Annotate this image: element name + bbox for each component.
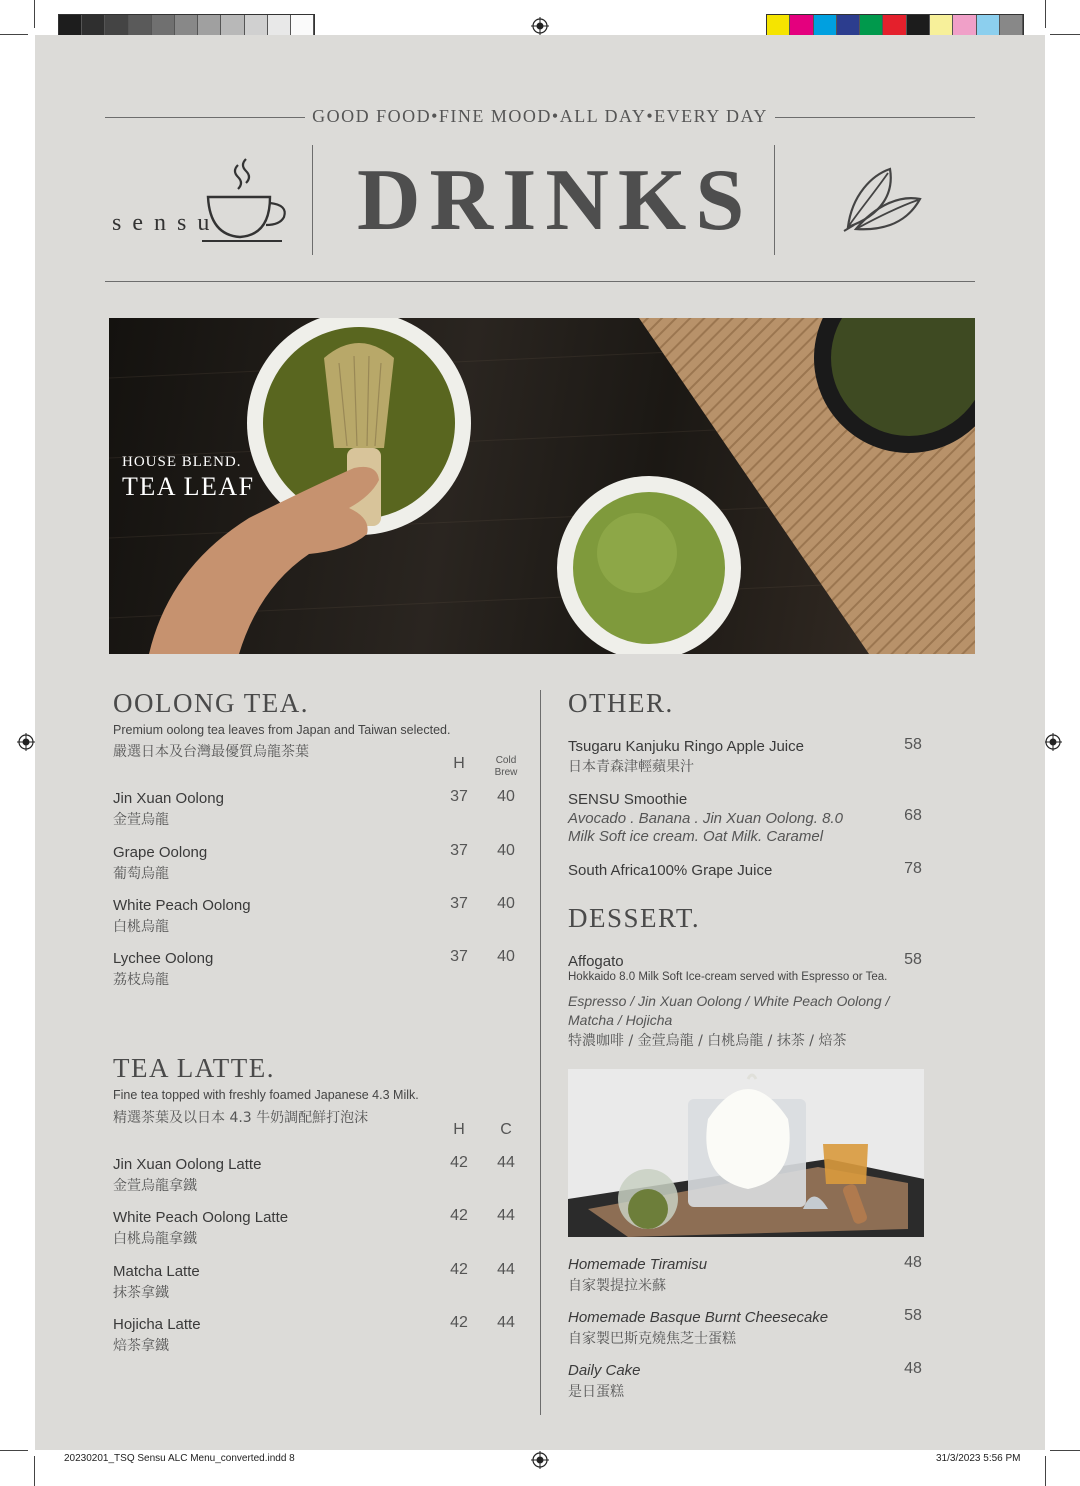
menu-item-name: Matcha Latte xyxy=(113,1263,200,1280)
menu-item-zh: 日本青森津輕蘋果汁 xyxy=(568,759,694,775)
menu-item-zh: 金萱烏龍拿鐵 xyxy=(113,1178,197,1194)
divider xyxy=(774,145,775,255)
menu-item-name: Hojicha Latte xyxy=(113,1316,201,1333)
price-cold: 40 xyxy=(497,842,515,859)
menu-item-name: South Africa100% Grape Juice xyxy=(568,862,773,879)
menu-item-name: Jin Xuan Oolong Latte xyxy=(113,1156,262,1173)
menu-item-name: Affogato xyxy=(568,953,624,970)
hero-kicker: HOUSE BLEND. xyxy=(122,454,242,470)
file-slug: 20230201_TSQ Sensu ALC Menu_converted.indd 8 xyxy=(64,1453,295,1464)
price: 58 xyxy=(904,1307,922,1324)
crop-mark xyxy=(1045,1456,1046,1486)
menu-item-zh: 焙茶拿鐵 xyxy=(113,1338,169,1354)
col-head-hot: H xyxy=(453,755,465,772)
menu-item-zh: 金萱烏龍 xyxy=(113,812,169,828)
menu-item-name: SENSU Smoothie xyxy=(568,791,688,808)
price: 48 xyxy=(904,1360,922,1377)
crop-mark xyxy=(0,1450,28,1451)
price-cold: 44 xyxy=(497,1261,515,1278)
divider xyxy=(312,145,313,255)
latte-desc-zh: 精選茶葉及以日本 4.3 牛奶調配鮮打泡沫 xyxy=(113,1110,369,1126)
crop-mark xyxy=(0,34,28,35)
price-cold: 40 xyxy=(497,948,515,965)
oolong-desc: Premium oolong tea leaves from Japan and Taiwan selected. xyxy=(113,723,451,737)
menu-item-desc: Avocado . Banana . Jin Xuan Oolong. 8.0 xyxy=(568,810,843,827)
price-hot: 37 xyxy=(450,788,468,805)
price-cold: 44 xyxy=(497,1154,515,1171)
latte-desc: Fine tea topped with freshly foamed Japanese 4.3 Milk. xyxy=(113,1088,419,1102)
price: 58 xyxy=(904,951,922,968)
menu-item-zh: 白桃烏龍拿鐵 xyxy=(113,1231,197,1247)
menu-item-zh: 白桃烏龍 xyxy=(113,919,169,935)
registration-mark-icon xyxy=(1044,733,1062,751)
affogato-photo xyxy=(568,1069,924,1237)
col-head-cold-brew: Cold Brew xyxy=(494,755,518,778)
menu-item-name: Daily Cake xyxy=(568,1362,641,1379)
section-title-latte: TEA LATTE. xyxy=(113,1053,275,1083)
col-head-hot: H xyxy=(453,1121,465,1138)
section-title-dessert: DESSERT. xyxy=(568,903,701,933)
price-hot: 42 xyxy=(450,1314,468,1331)
menu-item-name: Tsugaru Kanjuku Ringo Apple Juice xyxy=(568,738,804,755)
menu-item-name: Jin Xuan Oolong xyxy=(113,790,224,807)
menu-item-desc: Hokkaido 8.0 Milk Soft Ice-cream served with Espresso or Tea. xyxy=(568,971,888,983)
tea-leaf-icon xyxy=(842,165,924,235)
price: 78 xyxy=(904,860,922,877)
price-hot: 37 xyxy=(450,842,468,859)
divider xyxy=(105,281,975,282)
menu-item-name: Homemade Tiramisu xyxy=(568,1256,708,1273)
oolong-desc-zh: 嚴選日本及台灣最優質烏龍茶葉 xyxy=(113,744,309,760)
registration-mark-icon xyxy=(531,17,549,35)
registration-mark-icon xyxy=(17,733,35,751)
registration-mark-icon xyxy=(531,1451,549,1469)
price-cold: 40 xyxy=(497,788,515,805)
price-hot: 42 xyxy=(450,1261,468,1278)
menu-item-zh: 是日蛋糕 xyxy=(568,1384,624,1400)
tagline-row xyxy=(105,106,975,130)
menu-item-zh: 葡萄烏龍 xyxy=(113,866,169,882)
price: 58 xyxy=(904,736,922,753)
menu-item-name: Grape Oolong xyxy=(113,844,208,861)
menu-item-name: White Peach Oolong Latte xyxy=(113,1209,289,1226)
crop-mark xyxy=(1050,34,1080,35)
menu-item-zh: 自家製提拉米蘇 xyxy=(568,1278,666,1294)
price: 68 xyxy=(904,807,922,824)
hero-image xyxy=(109,318,975,654)
price-hot: 37 xyxy=(450,895,468,912)
price-cold: 40 xyxy=(497,895,515,912)
section-title-oolong: OOLONG TEA. xyxy=(113,688,309,718)
menu-item-options-zh: 特濃咖啡 / 金萱烏龍 / 白桃烏龍 / 抹茶 / 焙茶 xyxy=(568,1033,847,1049)
col-head-cold: C xyxy=(500,1121,512,1138)
menu-item-desc: Milk Soft ice cream. Oat Milk. Caramel xyxy=(568,828,824,845)
section-title-other: OTHER. xyxy=(568,688,674,718)
print-date: 31/3/2023 5:56 PM xyxy=(936,1453,1021,1464)
menu-item-name: White Peach Oolong xyxy=(113,897,251,914)
price-hot: 42 xyxy=(450,1154,468,1171)
hero-headline: TEA LEAF xyxy=(122,472,255,501)
menu-item-options: Espresso / Jin Xuan Oolong / White Peach Oolong / xyxy=(568,993,890,1009)
menu-item-name: Lychee Oolong xyxy=(113,950,214,967)
menu-item-options: Matcha / Hojicha xyxy=(568,1012,673,1028)
menu-item-zh: 自家製巴斯克燒焦芝士蛋糕 xyxy=(568,1331,736,1347)
tagline: GOOD FOOD•FINE MOOD•ALL DAY•EVERY DAY xyxy=(312,106,768,126)
price-cold: 44 xyxy=(497,1314,515,1331)
crop-mark xyxy=(1050,1450,1080,1451)
brand-name: sensu xyxy=(112,210,221,236)
page-title: DRINKS xyxy=(357,152,754,249)
menu-item-zh: 抹茶拿鐵 xyxy=(113,1285,169,1301)
menu-item-name: Homemade Basque Burnt Cheesecake xyxy=(568,1309,829,1326)
price-cold: 44 xyxy=(497,1207,515,1224)
price: 48 xyxy=(904,1254,922,1271)
crop-mark xyxy=(34,0,35,28)
column-divider xyxy=(540,690,541,1415)
price-hot: 42 xyxy=(450,1207,468,1224)
crop-mark xyxy=(1045,0,1046,28)
price-hot: 37 xyxy=(450,948,468,965)
crop-mark xyxy=(34,1456,35,1486)
menu-item-zh: 荔枝烏龍 xyxy=(113,972,169,988)
